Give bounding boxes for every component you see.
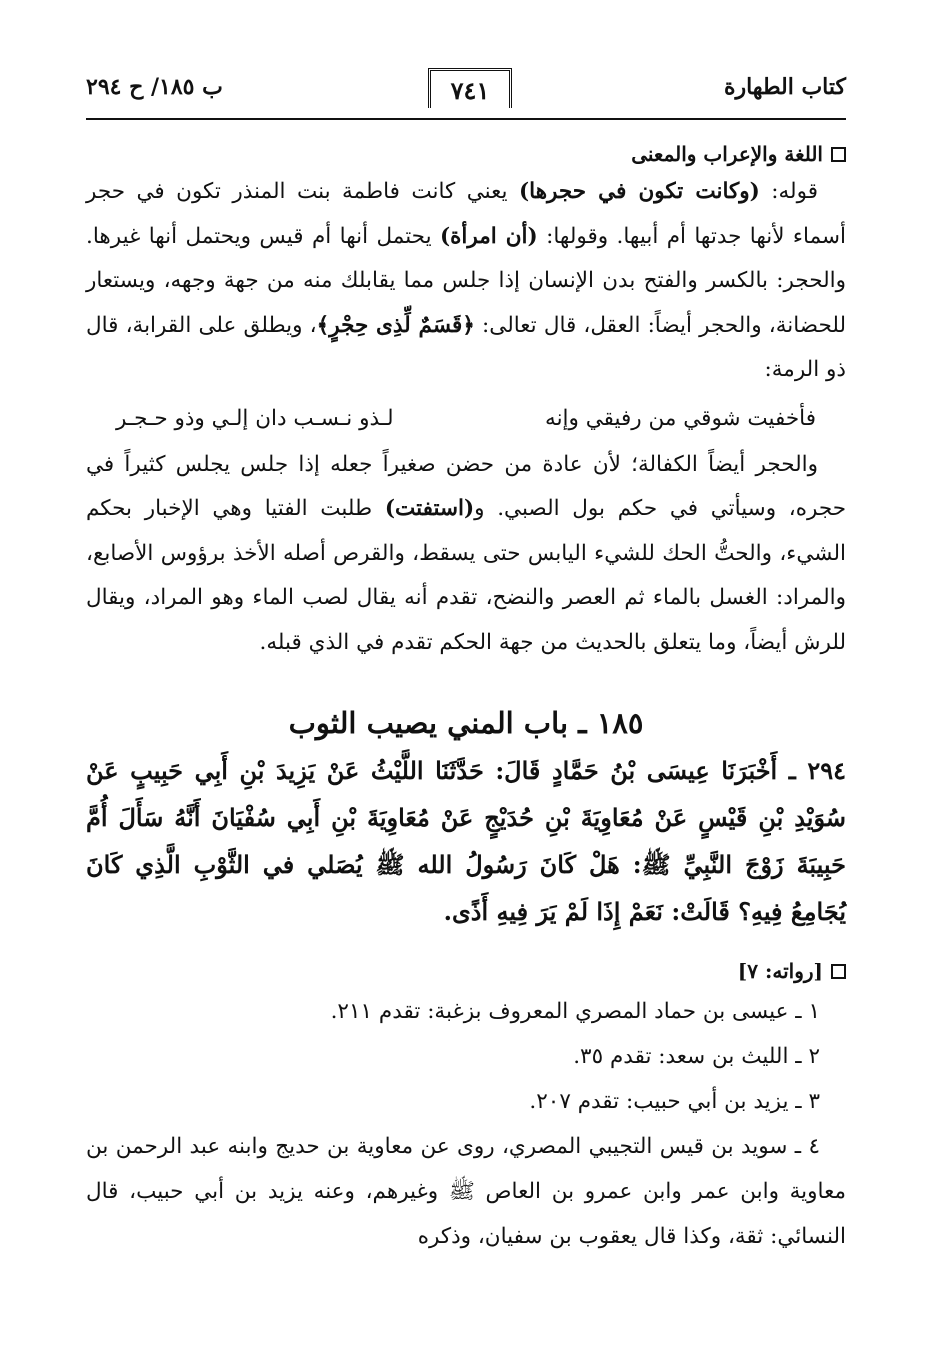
chapter-title: ١٨٥ ـ باب المني يصيب الثوب <box>288 706 644 740</box>
commentary-paragraph-2 <box>86 443 846 666</box>
narrators-heading-text: [رواته: ٧] <box>737 959 823 983</box>
narrator-item: ٣ ـ يزيد بن أبي حبيب: تقدم ٢٠٧. <box>529 1089 820 1114</box>
text-run: طلبت الفتيا وهي الإخبار بحكم الشيء، والحتُّ الحك للشيء اليابس حتى يسقط، والقرص أصله الأخذ برؤوس الأصابع، والمراد: الغسل بالماء ثم العصر والنضح، تقدم أنه يقال لصب الماء وهو المراد، ويقال للرش أيضاً، وما يتعلق بالحديث من جهة الحكم تقدم في الذي قبله. <box>86 496 846 655</box>
chapter-hadith-ref: ب ١٨٥/ ح ٢٩٤ <box>86 74 223 100</box>
quran-quote: ﴿قَسَمٌ لِّذِى حِجْرٍ﴾ <box>316 312 475 338</box>
square-bullet-icon <box>831 964 846 979</box>
text-run: والحجر أيضاً الكفالة؛ لأن عادة من حضن صغيراً جعله إذا جلس يجلس كثيراً في حجره، وسيأتي في حكم بول الصبي. و <box>86 451 846 521</box>
quoted-phrase: (استفتت) <box>384 496 475 521</box>
text-run: يحتمل أنها أم قيس ويحتمل أنها غيرها. والحجر: بالكسر والفتح بدن الإنسان إذا جلس مما يقابلك منه من جهة وجهه، ويستعار للحضانة، والحجر أيضاً: العقل، قال تعالى: <box>86 223 846 338</box>
page <box>86 68 846 1259</box>
quoted-phrase: (وكانت تكون في حجرها) <box>518 179 760 204</box>
book-title: كتاب الطهارة <box>723 74 846 100</box>
page-header <box>86 68 846 120</box>
hadith-text: ٢٩٤ ـ أَخْبَرَنَا عِيسَى بْنُ حَمَّادٍ قَالَ: حَدَّثَنَا اللَّيْثُ عَنْ يَزِيدَ بْنِ أَبِي حَبِيبٍ عَنْ سُوَيْدِ بْنِ قَيْسٍ عَنْ مُعَاوِيَةَ بْنِ حُدَيْجٍ عَنْ مُعَاوِيَةَ بْنِ أَبِي سُفْيَانَ أَنَّهُ سَأَلَ أُمَّ حَبِيبَةَ زَوْجَ النَّبِيِّ ﷺ: هَلْ كَانَ رَسُولُ الله ﷺ يُصَلي في الثَّوْبِ الَّذِي كَانَ يُجَامِعُ فِيهِ؟ قَالَتْ: نَعَمْ إِذَا لَمْ يَرَ فِيهِ أَذًى. <box>86 756 846 926</box>
text-run: ، ويطلق على القرابة، قال ذو الرمة: <box>86 312 846 382</box>
square-bullet-icon <box>831 147 846 162</box>
page-number: ٧٤١ <box>428 68 512 108</box>
narrators-heading <box>86 959 846 983</box>
poetry-verse <box>86 397 846 441</box>
section-heading-language <box>86 142 846 166</box>
narrator-item-detailed: ٤ ـ سويد بن قيس التجيبي المصري، روى عن معاوية بن حديج وابنه عبد الرحمن بن معاوية وابن عمر وابن عمرو بن العاص ﷺ وغيرهم، وعنه يزيد بن أبي حبيب، قال النسائي: ثقة، وكذا قال يعقوب بن سفيان، وذكره <box>86 1134 846 1249</box>
text-run: قوله: <box>759 179 818 204</box>
narrator-item: ١ ـ عيسى بن حماد المصري المعروف بزغبة: تقدم ٢١١. <box>330 999 820 1024</box>
commentary-paragraph-1 <box>86 170 846 393</box>
quoted-phrase: (أن امرأة) <box>439 223 538 249</box>
section-heading-text: اللغة والإعراب والمعنى <box>631 142 823 166</box>
verse-first-hemistich: فأخفيت شوقي من رفيقي وإنه <box>545 405 816 431</box>
text-run: يعني كانت فاطمة بنت المنذر تكون في حجر أسماء لأنها جدتها أم أبيها. وقولها: <box>86 179 846 249</box>
narrator-item: ٢ ـ الليث بن سعد: تقدم ٣٥. <box>573 1044 820 1069</box>
verse-second-hemistich: لـذو نـسـب دان إلـي وذو حـجـر <box>116 405 394 431</box>
